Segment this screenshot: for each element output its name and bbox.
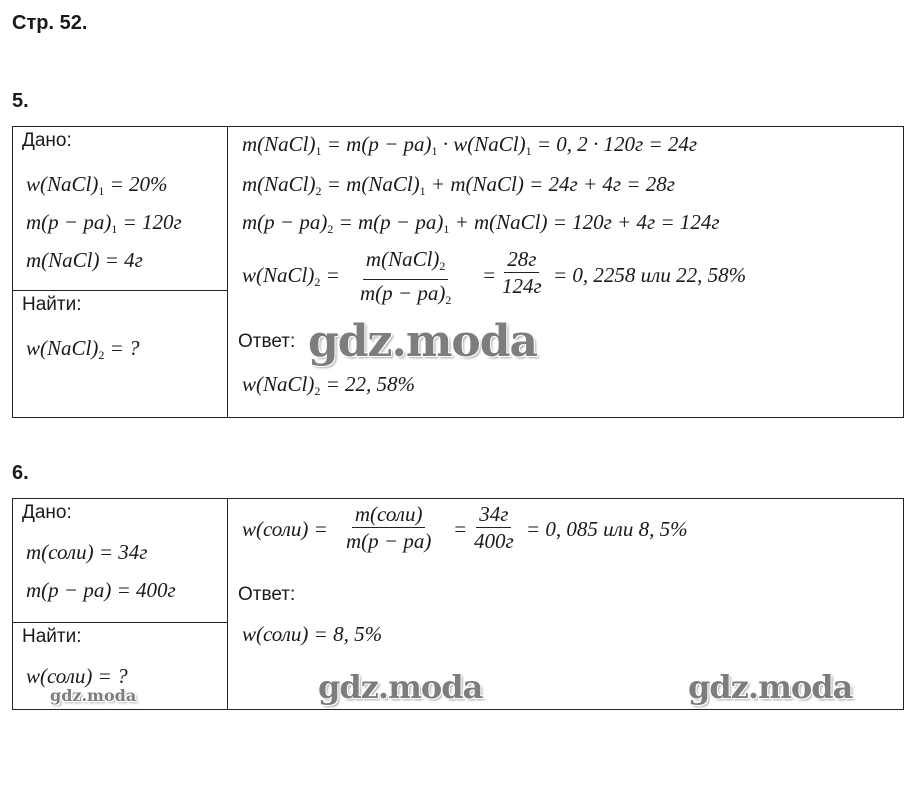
page-title: Стр. 52. xyxy=(12,12,88,34)
problem-5-fraction-eq: = xyxy=(482,263,497,287)
problem-6-given-1: m(соли) = 34г xyxy=(26,540,148,564)
problem-5-fraction-1-numerator: $m(NaCl)_2$ xyxy=(363,248,449,280)
problem-5-given-2: $m(p - pa)_1 = 120г$ xyxy=(26,210,182,236)
problem-5-fraction-lhs: $w(NaCl)_2$ = xyxy=(242,263,340,289)
watermark-3: gdz.moda xyxy=(318,668,483,706)
problem-6-find: w(соли) = ? xyxy=(26,664,128,688)
problem-6-divider xyxy=(227,498,228,710)
problem-6-fraction-rhs: = 0, 085 или 8, 5% xyxy=(526,517,688,541)
problem-5-divider xyxy=(227,126,228,418)
problem-6-find-label: Найти: xyxy=(22,626,82,647)
problem-5-find: $w(NaCl)_2$ = ? xyxy=(26,336,140,362)
problem-5-fraction-1-denominator: $m(p - pa)_2$ xyxy=(360,281,452,307)
problem-5-solution-1: $m(NaCl)_1 = m(p - pa)_1$ · $w(NaCl)_1 = 0$, 2 · 120г = 24г xyxy=(242,132,698,158)
problem-6-fraction-eq: = xyxy=(453,517,468,541)
problem-5-answer: $w(NaCl)_2 = 22$, 58% xyxy=(242,372,416,398)
problem-5-table xyxy=(12,126,904,418)
problem-5-given-find-divider xyxy=(12,290,227,291)
problem-5-solution-3: $m(p - pa)_2 = m(p - pa)_1$ + m(NaCl) = 120г + 4г = 124г xyxy=(242,210,720,236)
problem-6-given-2: m(p − pa) = 400г xyxy=(26,578,176,602)
watermark-1: gdz.moda xyxy=(308,316,538,367)
problem-6-fraction-2-numerator: 34г xyxy=(476,503,511,528)
problem-5-fraction-1 xyxy=(357,248,454,311)
problem-5-fraction-2 xyxy=(499,248,545,297)
problem-6-number: 6. xyxy=(12,462,29,484)
problem-6-given-label: Дано: xyxy=(22,502,72,523)
problem-5-fraction-2-numerator: 28г xyxy=(504,248,539,273)
problem-6-fraction-1-numerator: m(соли) xyxy=(352,503,426,528)
problem-6-fraction-2-denominator: 400г xyxy=(474,529,514,553)
problem-5-number: 5. xyxy=(12,90,29,112)
problem-6-fraction-2 xyxy=(471,503,517,552)
problem-6-fraction-1-denominator: m(p − pa) xyxy=(346,529,432,553)
problem-6-fraction-1 xyxy=(343,503,434,552)
problem-5-fraction-2-denominator: 124г xyxy=(502,274,542,298)
watermark-4: gdz.moda xyxy=(688,668,853,706)
problem-5-given-label: Дано: xyxy=(22,130,72,151)
problem-6-answer: w(соли) = 8, 5% xyxy=(242,622,383,646)
problem-5-solution-2: $m(NaCl)_2$ = $m(NaCl)_1$ + m(NaCl) = 24г + 4г = 28г xyxy=(242,172,675,198)
problem-5-given-1: $w(NaCl)_1 = 20\%$ xyxy=(26,172,168,198)
problem-5-find-label: Найти: xyxy=(22,294,82,315)
watermark-2: gdz.moda xyxy=(50,686,137,705)
problem-5-fraction-rhs: = 0, 2258 или 22, 58% xyxy=(553,263,747,287)
problem-5-answer-label: Ответ: xyxy=(238,331,296,352)
problem-5-given-3: m(NaCl) = 4г xyxy=(26,248,143,272)
problem-6-answer-label: Ответ: xyxy=(238,584,296,605)
problem-6-given-find-divider xyxy=(12,622,227,623)
problem-6-fraction-lhs: w(соли) = xyxy=(242,517,328,541)
